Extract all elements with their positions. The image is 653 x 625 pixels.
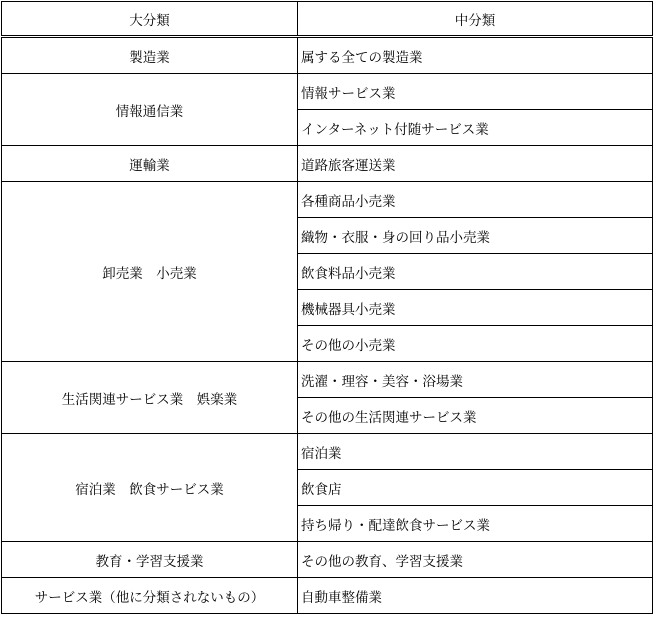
minor-category-cell: 情報サービス業 <box>298 74 653 110</box>
minor-category-cell: 自動車整備業 <box>298 578 653 614</box>
table-row <box>2 434 653 470</box>
major-category-cell: 情報通信業 <box>2 74 298 146</box>
minor-category-cell: 道路旅客運送業 <box>298 146 653 182</box>
header-major: 大分類 <box>2 2 298 37</box>
table-row <box>2 37 653 74</box>
minor-category-cell: 機械器具小売業 <box>298 290 653 326</box>
major-category-cell: 教育・学習支援業 <box>2 542 298 578</box>
minor-category-cell: 飲食店 <box>298 470 653 506</box>
minor-category-cell: その他の小売業 <box>298 326 653 362</box>
minor-category-cell: 飲食料品小売業 <box>298 254 653 290</box>
minor-category-cell: その他の教育、学習支援業 <box>298 542 653 578</box>
major-category-cell: 卸売業 小売業 <box>2 182 298 362</box>
table-row <box>2 542 653 578</box>
table-row <box>2 74 653 110</box>
minor-category-cell: 持ち帰り・配達飲食サービス業 <box>298 506 653 542</box>
minor-category-cell: 宿泊業 <box>298 434 653 470</box>
minor-category-cell: 洗濯・理容・美容・浴場業 <box>298 362 653 398</box>
major-category-cell: サービス業（他に分類されないもの） <box>2 578 298 614</box>
major-category-cell: 製造業 <box>2 37 298 74</box>
industry-classification-table <box>1 1 653 614</box>
header-row <box>2 2 653 37</box>
table-row <box>2 146 653 182</box>
header-minor: 中分類 <box>298 2 653 37</box>
major-category-cell: 生活関連サービス業 娯楽業 <box>2 362 298 434</box>
minor-category-cell: その他の生活関連サービス業 <box>298 398 653 434</box>
minor-category-cell: インターネット付随サービス業 <box>298 110 653 146</box>
table-row <box>2 578 653 614</box>
table-row <box>2 362 653 398</box>
major-category-cell: 宿泊業 飲食サービス業 <box>2 434 298 542</box>
major-category-cell: 運輸業 <box>2 146 298 182</box>
minor-category-cell: 織物・衣服・身の回り品小売業 <box>298 218 653 254</box>
table-row <box>2 182 653 218</box>
minor-category-cell: 各種商品小売業 <box>298 182 653 218</box>
minor-category-cell: 属する全ての製造業 <box>298 37 653 74</box>
